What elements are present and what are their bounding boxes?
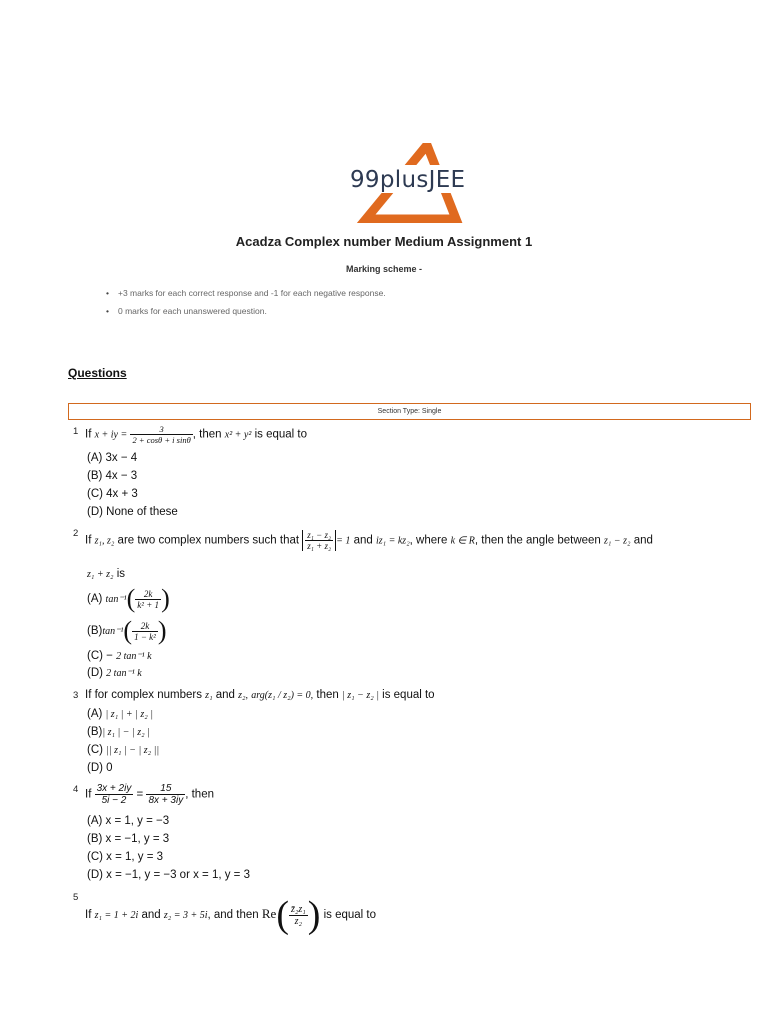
question-1-stem: If x + iy = $\frac{3}{\text{2 + cosθ + i sinθ}}$ , then x² + y² is equal to [85, 424, 308, 445]
option-d[interactable]: (D) 0 [87, 762, 113, 774]
option-a[interactable]: (A) tan⁻¹( $\frac{2k}{\text{k² + 1}}$ ) [87, 584, 170, 613]
list-item: • +3 marks for each correct response and -1 for each negative response. [104, 287, 386, 305]
page-title: Acadza Complex number Medium Assignment 1 [235, 234, 533, 249]
question-number: 5 [73, 892, 79, 903]
question-2-stem: If z₁, z₂ are two complex numbers such that $\frac{\text{z₁ − z₂}}{\text{z₁ + z₂}}$ = 1 and iz₁ = kz₂, where k ∈ R, then the angle between z₁ − z₂ and [85, 530, 653, 551]
option-a[interactable]: (A) 3x − 4 [87, 452, 138, 464]
logo [342, 143, 482, 223]
option-b[interactable]: (B)| z₁ | − | z₂ | [87, 726, 150, 738]
option-d[interactable]: (D) 2 tan⁻¹ k [87, 667, 142, 679]
marking-scheme-label: Marking scheme - [345, 264, 423, 274]
option-c[interactable]: (C) 4x + 3 [87, 488, 138, 500]
question-number: 3 [73, 690, 79, 701]
question-5-stem: If z₁ = 1 + 2i and z₂ = 3 + 5i, and then Re( $\frac{\text{z̄₂z₁}}{\text{z₂}}$ ) is equal to [85, 894, 377, 936]
modulus: $\frac{\text{z₁ − z₂}}{\text{z₁ + z₂}}$ [302, 530, 336, 551]
question-2-stem-cont: z₁ + z₂ is [87, 568, 125, 580]
option-b[interactable]: (B)tan⁻¹( $\frac{2k}{\text{1 − k²}}$ ) [87, 616, 167, 645]
option-c[interactable]: (C) − 2 tan⁻¹ k [87, 650, 152, 662]
fraction: $\frac{3}{\text{2 + cosθ + i sinθ}}$ [132, 424, 191, 445]
option-c[interactable]: (C) x = 1, y = 3 [87, 851, 164, 863]
option-b[interactable]: (B) 4x − 3 [87, 470, 138, 482]
question-number: 2 [73, 528, 79, 539]
questions-heading: Questions [68, 366, 127, 380]
question-number: 1 [73, 426, 79, 437]
option-c[interactable]: (C) || z₁ | − | z₂ || [87, 744, 160, 756]
option-d[interactable]: (D) None of these [87, 506, 178, 518]
option-d[interactable]: (D) x = −1, y = −3 or x = 1, y = 3 [87, 869, 250, 881]
logo-text: 99plusJEE [350, 167, 466, 193]
list-item: • 0 marks for each unanswered question. [104, 305, 386, 323]
question-3-stem: If for complex numbers z₁ and z₂, arg(z₁ / z₂) = 0, then | z₁ − z₂ | is equal to [85, 689, 435, 701]
option-a[interactable]: (A) | z₁ | + | z₂ | [87, 708, 154, 720]
section-type-banner: Section Type: Single [68, 403, 751, 420]
option-b[interactable]: (B) x = −1, y = 3 [87, 833, 170, 845]
question-4-stem: If $\frac{3x + 2iy}{5i - 2}$ = $\frac{15}{8x + 3iy}$ , then [85, 783, 214, 806]
option-a[interactable]: (A) x = 1, y = −3 [87, 815, 170, 827]
question-number: 4 [73, 784, 79, 795]
marking-rules [104, 287, 386, 323]
